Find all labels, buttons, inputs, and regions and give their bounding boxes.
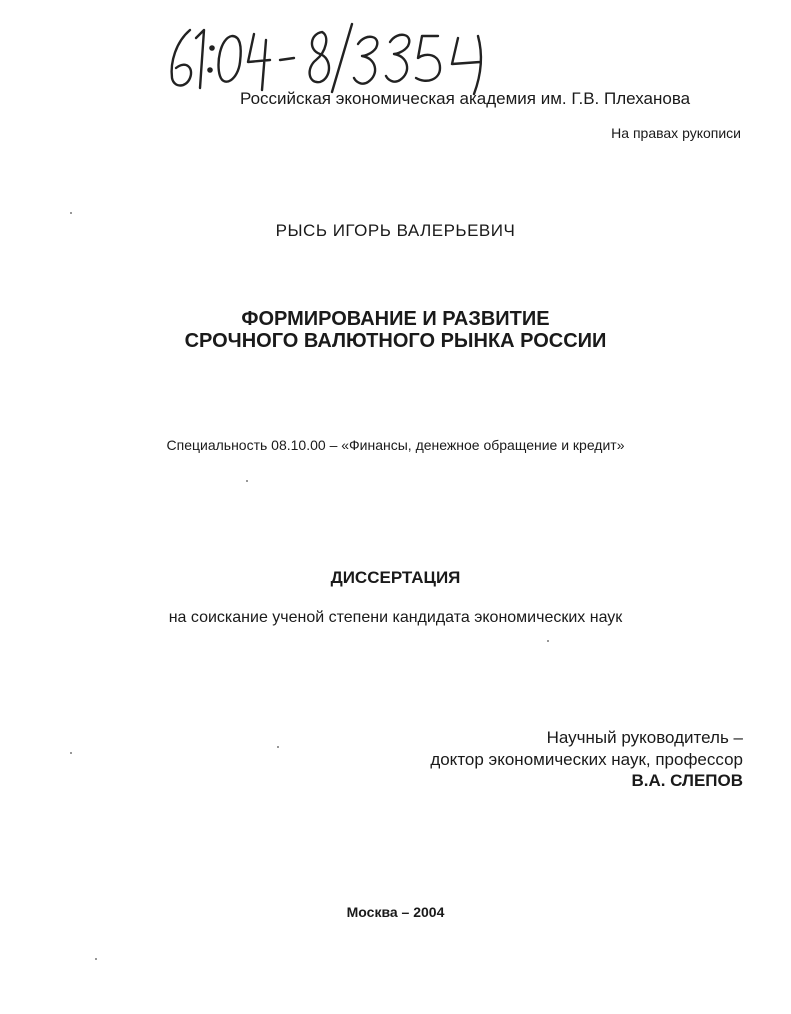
- specialty-line: Специальность 08.10.00 – «Финансы, денежное обращение и кредит»: [166, 437, 625, 453]
- scan-speck: [246, 480, 248, 482]
- scan-speck: [95, 958, 97, 960]
- scan-speck: [277, 746, 279, 748]
- scan-speck: [547, 640, 549, 642]
- supervisor-degree: доктор экономических наук, профессор: [430, 750, 743, 769]
- supervisor-role: Научный руководитель –: [546, 728, 743, 747]
- city-year: Москва – 2004: [346, 904, 445, 920]
- author-name: РЫСЬ ИГОРЬ ВАЛЕРЬЕВИЧ: [275, 221, 516, 240]
- title-line-1: ФОРМИРОВАНИЕ И РАЗВИТИЕ: [241, 308, 550, 330]
- handwritten-archive-code: [162, 18, 502, 96]
- manuscript-rights-note: На правах рукописи: [611, 125, 741, 141]
- scan-speck: [70, 212, 72, 214]
- academy-name: Российская экономическая академия им. Г.В. Плеханова: [240, 89, 691, 108]
- supervisor-name: В.А. СЛЕПОВ: [631, 771, 743, 790]
- title-line-2: СРОЧНОГО ВАЛЮТНОГО РЫНКА РОССИИ: [184, 330, 607, 352]
- scan-speck: [70, 752, 72, 754]
- degree-line: на соискание ученой степени кандидата экономических наук: [168, 609, 623, 626]
- document-type: ДИССЕРТАЦИЯ: [330, 568, 461, 587]
